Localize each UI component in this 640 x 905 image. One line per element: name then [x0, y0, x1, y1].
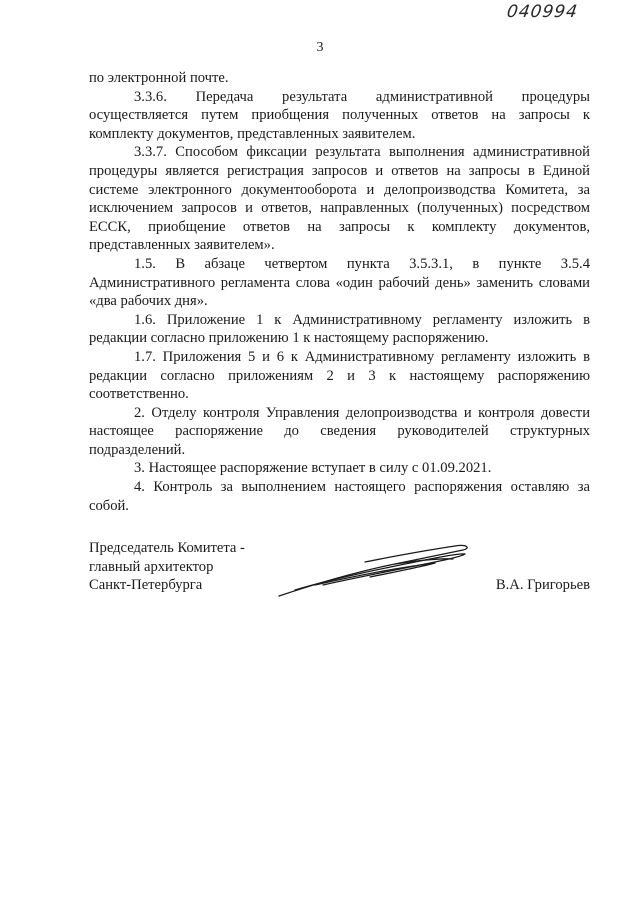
paragraph-3-3-6: 3.3.6. Передача результата административной процедуры осуществляется путем приобщения полученных ответов на запросы к комплекту документов, представленных заявителем. — [89, 88, 590, 142]
page-number: 3 — [316, 40, 324, 55]
signatory-position-line1: Председатель Комитета - — [89, 540, 245, 556]
paragraph-3: 3. Настоящее распоряжение вступает в силу с 01.09.2021. — [134, 460, 492, 477]
signatory-name: В.А. Григорьев — [495, 577, 590, 593]
paragraph-continuation: по электронной почте. — [89, 70, 229, 86]
paragraph-1-7: 1.7. Приложения 5 и 6 к Административному регламенту изложить в редакции согласно приложениям 2 и 3 к настоящему распоряжению соответственно. — [89, 348, 590, 403]
signatory-position-line2: главный архитектор — [89, 558, 214, 575]
paragraph-1-5: 1.5. В абзаце четвертом пункта 3.5.3.1, в пункте 3.5.4 Административного регламента слова «один рабочий день» заменить словами «два рабочих дня». — [89, 255, 590, 310]
document-body — [89, 69, 590, 515]
paragraph-2: 2. Отделу контроля Управления делопроизводства и контроля довести настоящее распоряжение до сведения руководителей структурных подразделений. — [89, 404, 590, 458]
handwritten-signature-icon — [275, 538, 475, 600]
paragraph-1-6: 1.6. Приложение 1 к Административному регламенту изложить в редакции согласно приложению 1 к настоящему распоряжению. — [89, 311, 590, 347]
paragraph-4: 4. Контроль за выполнением настоящего распоряжения оставляю за собой. — [89, 479, 590, 514]
registration-number-stamp: 040994 — [505, 2, 580, 22]
signatory-position-line3: Санкт-Петербурга — [89, 577, 203, 594]
paragraph-3-3-7: 3.3.7. Способом фиксации результата выполнения административной процедуры является регистрация запросов и ответов на запросы в Единой системе электронного документооборота и делопроизводства Комитета, за исключением запросов и ответов, направленных (полученных) посредством ЕССК, приобщение ответов на запросы к комплекту документов, представленных заявителем». — [89, 144, 590, 254]
